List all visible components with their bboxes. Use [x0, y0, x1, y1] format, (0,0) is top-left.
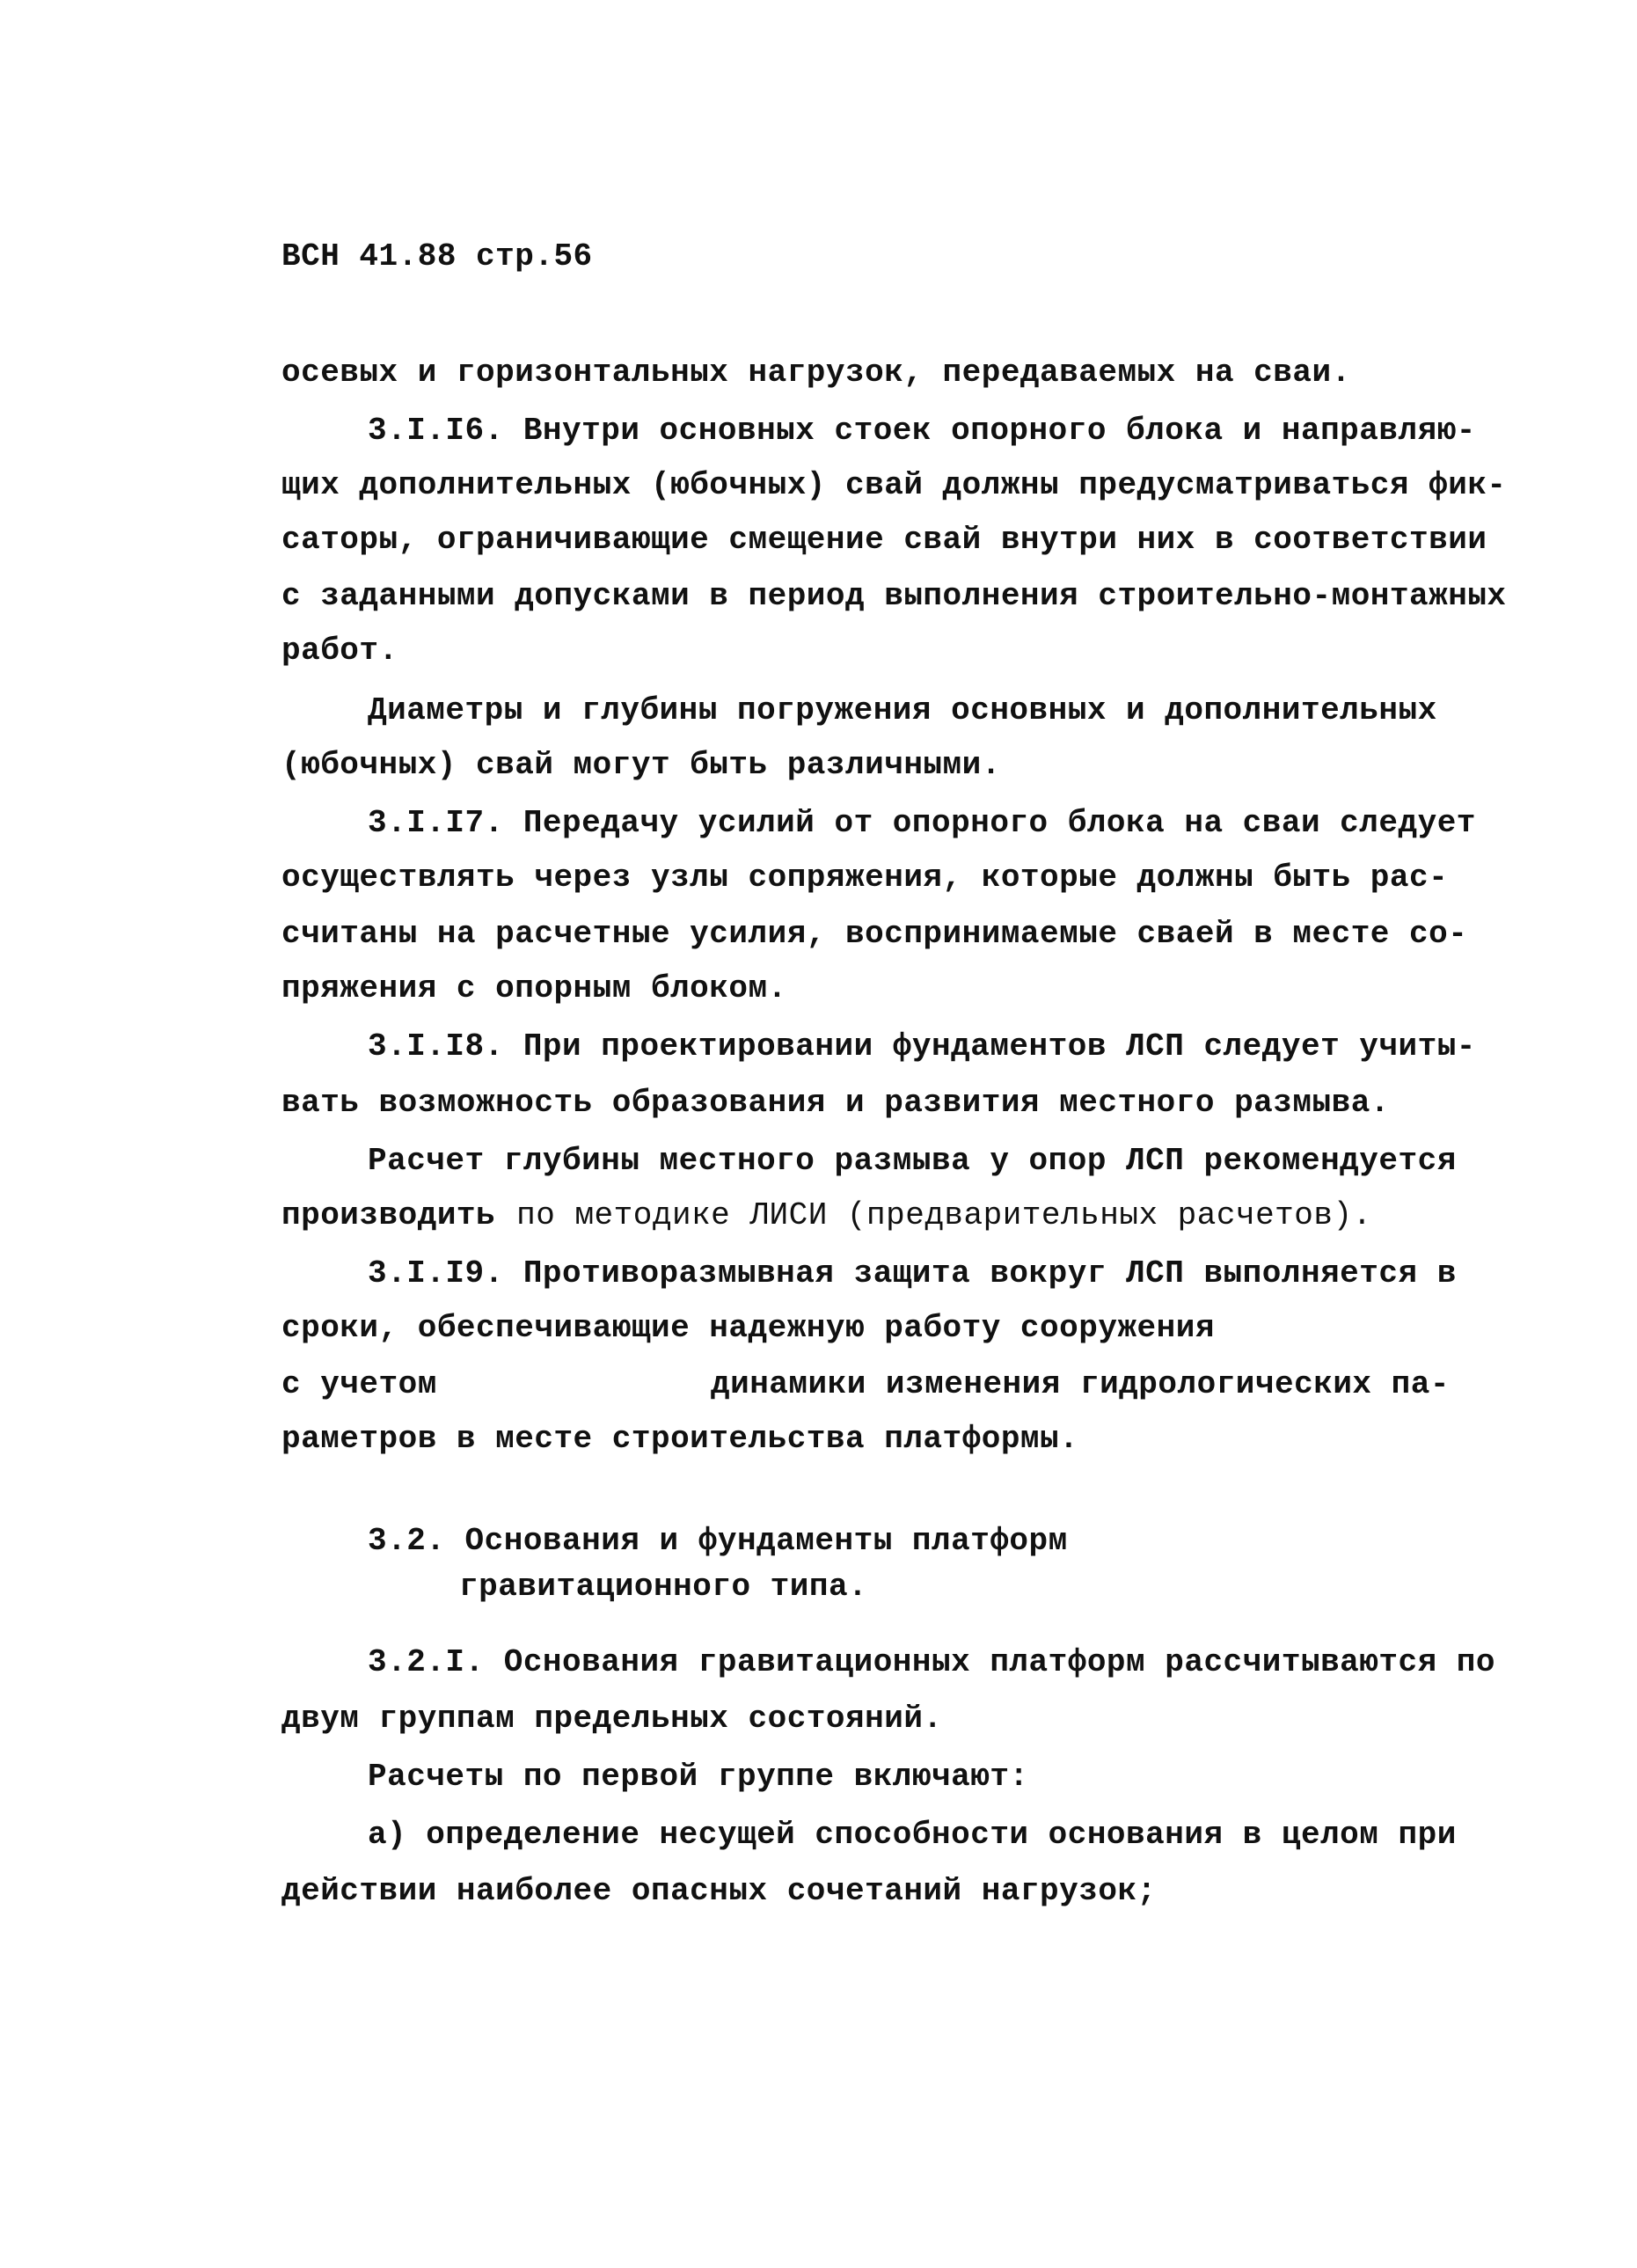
text-line: с заданными допусками в период выполнения строительно-монтажных [281, 578, 1507, 614]
text-line: динамики изменения гидрологических па- [711, 1366, 1450, 1402]
text-line: 3.I.I6. Внутри основных стоек опорного блока и направляю- [368, 413, 1476, 449]
text-fragment: производить [281, 1197, 496, 1233]
text-line: 3.I.I7. Передачу усилий от опорного блока на сваи следует [368, 805, 1476, 841]
text-line: 3.I.I8. При проектировании фундаментов ЛСП следует учиты- [368, 1028, 1476, 1064]
page-header: ВСН 41.88 стр.56 [281, 238, 593, 274]
text-line: осуществлять через узлы сопряжения, которые должны быть рас- [281, 860, 1449, 896]
text-line: действии наиболее опасных сочетаний нагрузок; [281, 1873, 1157, 1909]
text-line: 3.2.I. Основания гравитационных платформ рассчитываются по [368, 1644, 1496, 1680]
typed-insert: по методике ЛИСИ (предварительных расчетов). [516, 1197, 1372, 1233]
text-line: Расчеты по первой группе включают: [368, 1759, 1029, 1795]
text-line: щих дополнительных (юбочных) свай должны предусматриваться фик- [281, 467, 1507, 503]
text-line [281, 1196, 1372, 1235]
text-line: работ. [281, 633, 398, 669]
section-heading: гравитационного типа. [459, 1569, 868, 1605]
section-heading: 3.2. Основания и фундаменты платформ [368, 1523, 1068, 1559]
text-line: двум группам предельных состояний. [281, 1701, 943, 1737]
text-line: вать возможность образования и развития местного размыва. [281, 1085, 1390, 1121]
text-line: пряжения с опорным блоком. [281, 970, 787, 1006]
text-line: а) определение несущей способности основания в целом при [368, 1817, 1457, 1853]
text-line: осевых и горизонтальных нагрузок, передаваемых на сваи. [281, 355, 1351, 391]
text-line: саторы, ограничивающие смещение свай внутри них в соответствии [281, 522, 1487, 558]
text-line: сроки, обеспечивающие надежную работу сооружения [281, 1310, 1215, 1346]
text-line: Расчет глубины местного размыва у опор ЛСП рекомендуется [368, 1143, 1457, 1179]
text-line: (юбочных) свай могут быть различными. [281, 747, 1001, 783]
text-line: с учетом [281, 1366, 437, 1402]
text-line: 3.I.I9. Противоразмывная защита вокруг ЛСП выполняется в [368, 1255, 1457, 1291]
text-line: раметров в месте строительства платформы. [281, 1421, 1079, 1457]
text-line: считаны на расчетные усилия, воспринимаемые сваей в месте со- [281, 916, 1468, 952]
text-line: Диаметры и глубины погружения основных и дополнительных [368, 692, 1437, 728]
